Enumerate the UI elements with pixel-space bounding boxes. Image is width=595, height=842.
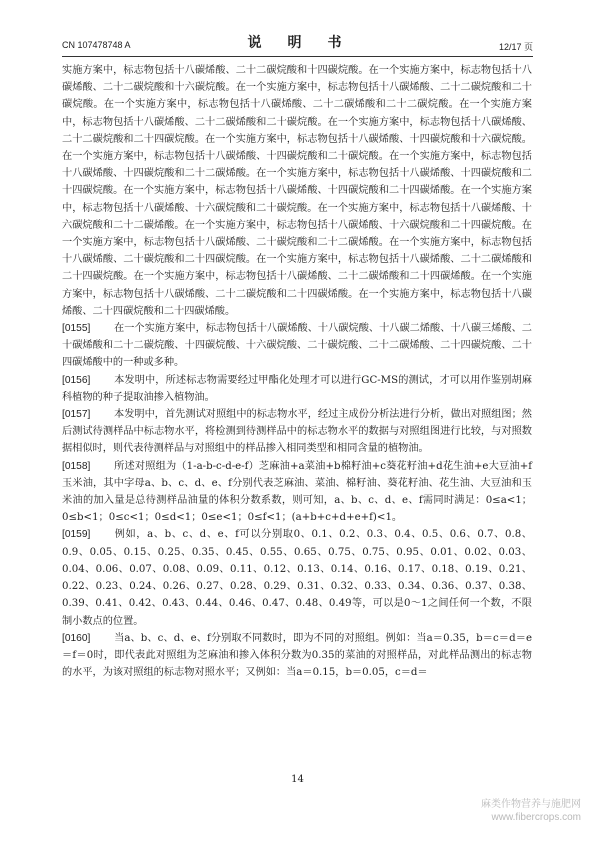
paragraph-number: [0158]: [62, 460, 91, 472]
document-body: [62, 62, 532, 681]
page-indicator: 12/17 页: [498, 42, 533, 52]
paragraph-text: 当a、b、c、d、e、f分别取不同数时，即为不同的对照组。例如：当a＝0.35，b＝c＝d＝e＝f＝0时，即代表此对照组为芝麻油和掺入体积分数为0.35的菜油的对照样品，对此样品测出的标志物的水平，为该对照组的标志物对照水平；又例如：当a＝0.15，b＝0.05，c＝d＝: [62, 632, 532, 679]
paragraph-0159: [62, 526, 532, 629]
paragraph-number: [0157]: [62, 409, 91, 421]
paragraph-number: [0160]: [62, 632, 91, 644]
page-header: [62, 30, 533, 54]
paragraph-0156: [62, 372, 532, 406]
paragraph-text: 实施方案中，标志物包括十八碳烯酸、二十二碳烷酸和十四碳烷酸。在一个实施方案中，标志物包括十八碳烯酸、二十二碳烷酸和十六碳烷酸。在一个实施方案中，标志物包括十八碳烯酸、二十二碳烷酸和二十碳烷酸。在一个实施方案中，标志物包括十八碳烯酸、二十二碳烯酸和二十二碳烷酸。在一个实施方案中，标志物包括十八碳烯酸、二十二碳烯酸和二十碳烷酸。在一个实施方案中，标志物包括十八碳烯酸、二十二碳烷酸和二十四碳烷酸。在一个实施方案中，标志物包括十八碳烯酸、十四碳烷酸和十六碳烷酸。在一个实施方案中，标志物包括十八碳烯酸、十四碳烷酸和二十碳烷酸。在一个实施方案中，标志物包括十八碳烯酸、十四碳烷酸和二十二碳烯酸。在一个实施方案中，标志物包括十八碳烯酸、十四碳烷酸和二十四碳烷酸。在一个实施方案中，标志物包括十八碳烯酸、十四碳烷酸和二十四碳烯酸。在一个实施方案中，标志物包括十八碳烯酸、十六碳烷酸和二十碳烷酸。在一个实施方案中，标志物包括十八碳烯酸、十六碳烷酸和二十二碳烯酸。在一个实施方案中，标志物包括十八碳烯酸、十六碳烷酸和二十四碳烷酸。在一个实施方案中，标志物包括十八碳烯酸、二十碳烷酸和二十二碳烯酸。在一个实施方案中，标志物包括十八碳烯酸、二十碳烷酸和二十四碳烷酸。在一个实施方案中，标志物包括十八碳烯酸、二十二碳烯酸和二十四碳烷酸。在一个实施方案中，标志物包括十八碳烯酸、二十二碳烯酸和二十四碳烯酸。在一个实施方案中，标志物包括十八碳烯酸、二十二碳烷酸和二十四碳烯酸。在一个实施方案中，标志物包括十八碳烯酸、二十四碳烷酸和二十四碳烯酸。: [62, 65, 532, 317]
paragraph-0160: [62, 630, 532, 682]
paragraph-number: [0159]: [62, 529, 91, 541]
page-number: 14: [291, 774, 304, 785]
header-divider: [62, 56, 533, 57]
paragraph-text: 本发明中，首先测试对照组中的标志物水平，经过主成份分析法进行分析，做出对照组图；然后测试待测样品中标志物水平，将检测到待测样品中的标志物水平的数据与对照组图进行比较，与对照数据相似时，则代表待测样品与对照组中的样品掺入相同类型和相同含量的植物油。: [62, 409, 532, 455]
watermark-line-1: 麻类作物营养与施肥网: [481, 799, 581, 810]
paragraph-0157: [62, 406, 532, 458]
paragraph-0155: [62, 320, 532, 372]
paragraph-text: 在一个实施方案中，标志物包括十八碳烯酸、十八碳烷酸、十八碳二烯酸、十八碳三烯酸、二十碳烯酸和二十二碳烷酸、十四碳烷酸、十六碳烷酸、二十碳烷酸、二十二碳烯酸、二十四碳烷酸、二十四碳烯酸中的一种或多种。: [62, 323, 532, 369]
paragraph-continued: [62, 62, 532, 320]
watermark-line-2: www.fibercrops.com: [491, 812, 581, 823]
paragraph-text: 所述对照组为（1-a-b-c-d-e-f）芝麻油+a菜油+b棉籽油+c葵花籽油+d花生油+e大豆油+f玉米油，其中字母a、b、c、d、e、f分别代表芝麻油、菜油、棉籽油、葵花籽油、花生油、大豆油和玉米油的加入量是总待测样品油量的体积分数系数，则可知，a、b、c、d、e、f需同时满足：0≤a<1；0≤b<1；0≤c<1；0≤d<1；0≤e<1；0≤f<1；(a+b+c+d+e+f)<1。: [62, 460, 532, 524]
paragraph-number: [0156]: [62, 374, 91, 386]
paragraph-0158: [62, 458, 532, 527]
paragraph-number: [0155]: [62, 323, 91, 335]
paragraph-text: 本发明中，所述标志物需要经过甲酯化处理才可以进行GC-MS的测试，才可以用作鉴别胡麻科植物的种子提取油掺入植物油。: [62, 374, 532, 403]
paragraph-text: 例如，a、b、c、d、e、f可以分别取0、0.1、0.2、0.3、0.4、0.5、0.6、0.7、0.8、0.9、0.05、0.15、0.25、0.35、0.45、0.55、0.65、0.75、0.75、0.95、0.01、0.02、0.03、0.04、0.06、0.07、0.08、0.09、0.11、0.12、0.13、0.14、0.16、0.17、0.18、0.19、0.21、0.22、0.23、0.24、0.26、0.27、0.28、0.29、0.31、0.32、0.33、0.34、0.36、0.37、0.38、0.39、0.41、0.42、0.43、0.44、0.46、0.47、0.48、0.49等，可以是0～1之间任何一个数，不限制小数点的位置。: [62, 529, 532, 627]
site-watermark: [481, 798, 581, 824]
patent-id: CN 107478748 A: [62, 40, 131, 50]
document-title: 说 明 书: [247, 35, 348, 51]
